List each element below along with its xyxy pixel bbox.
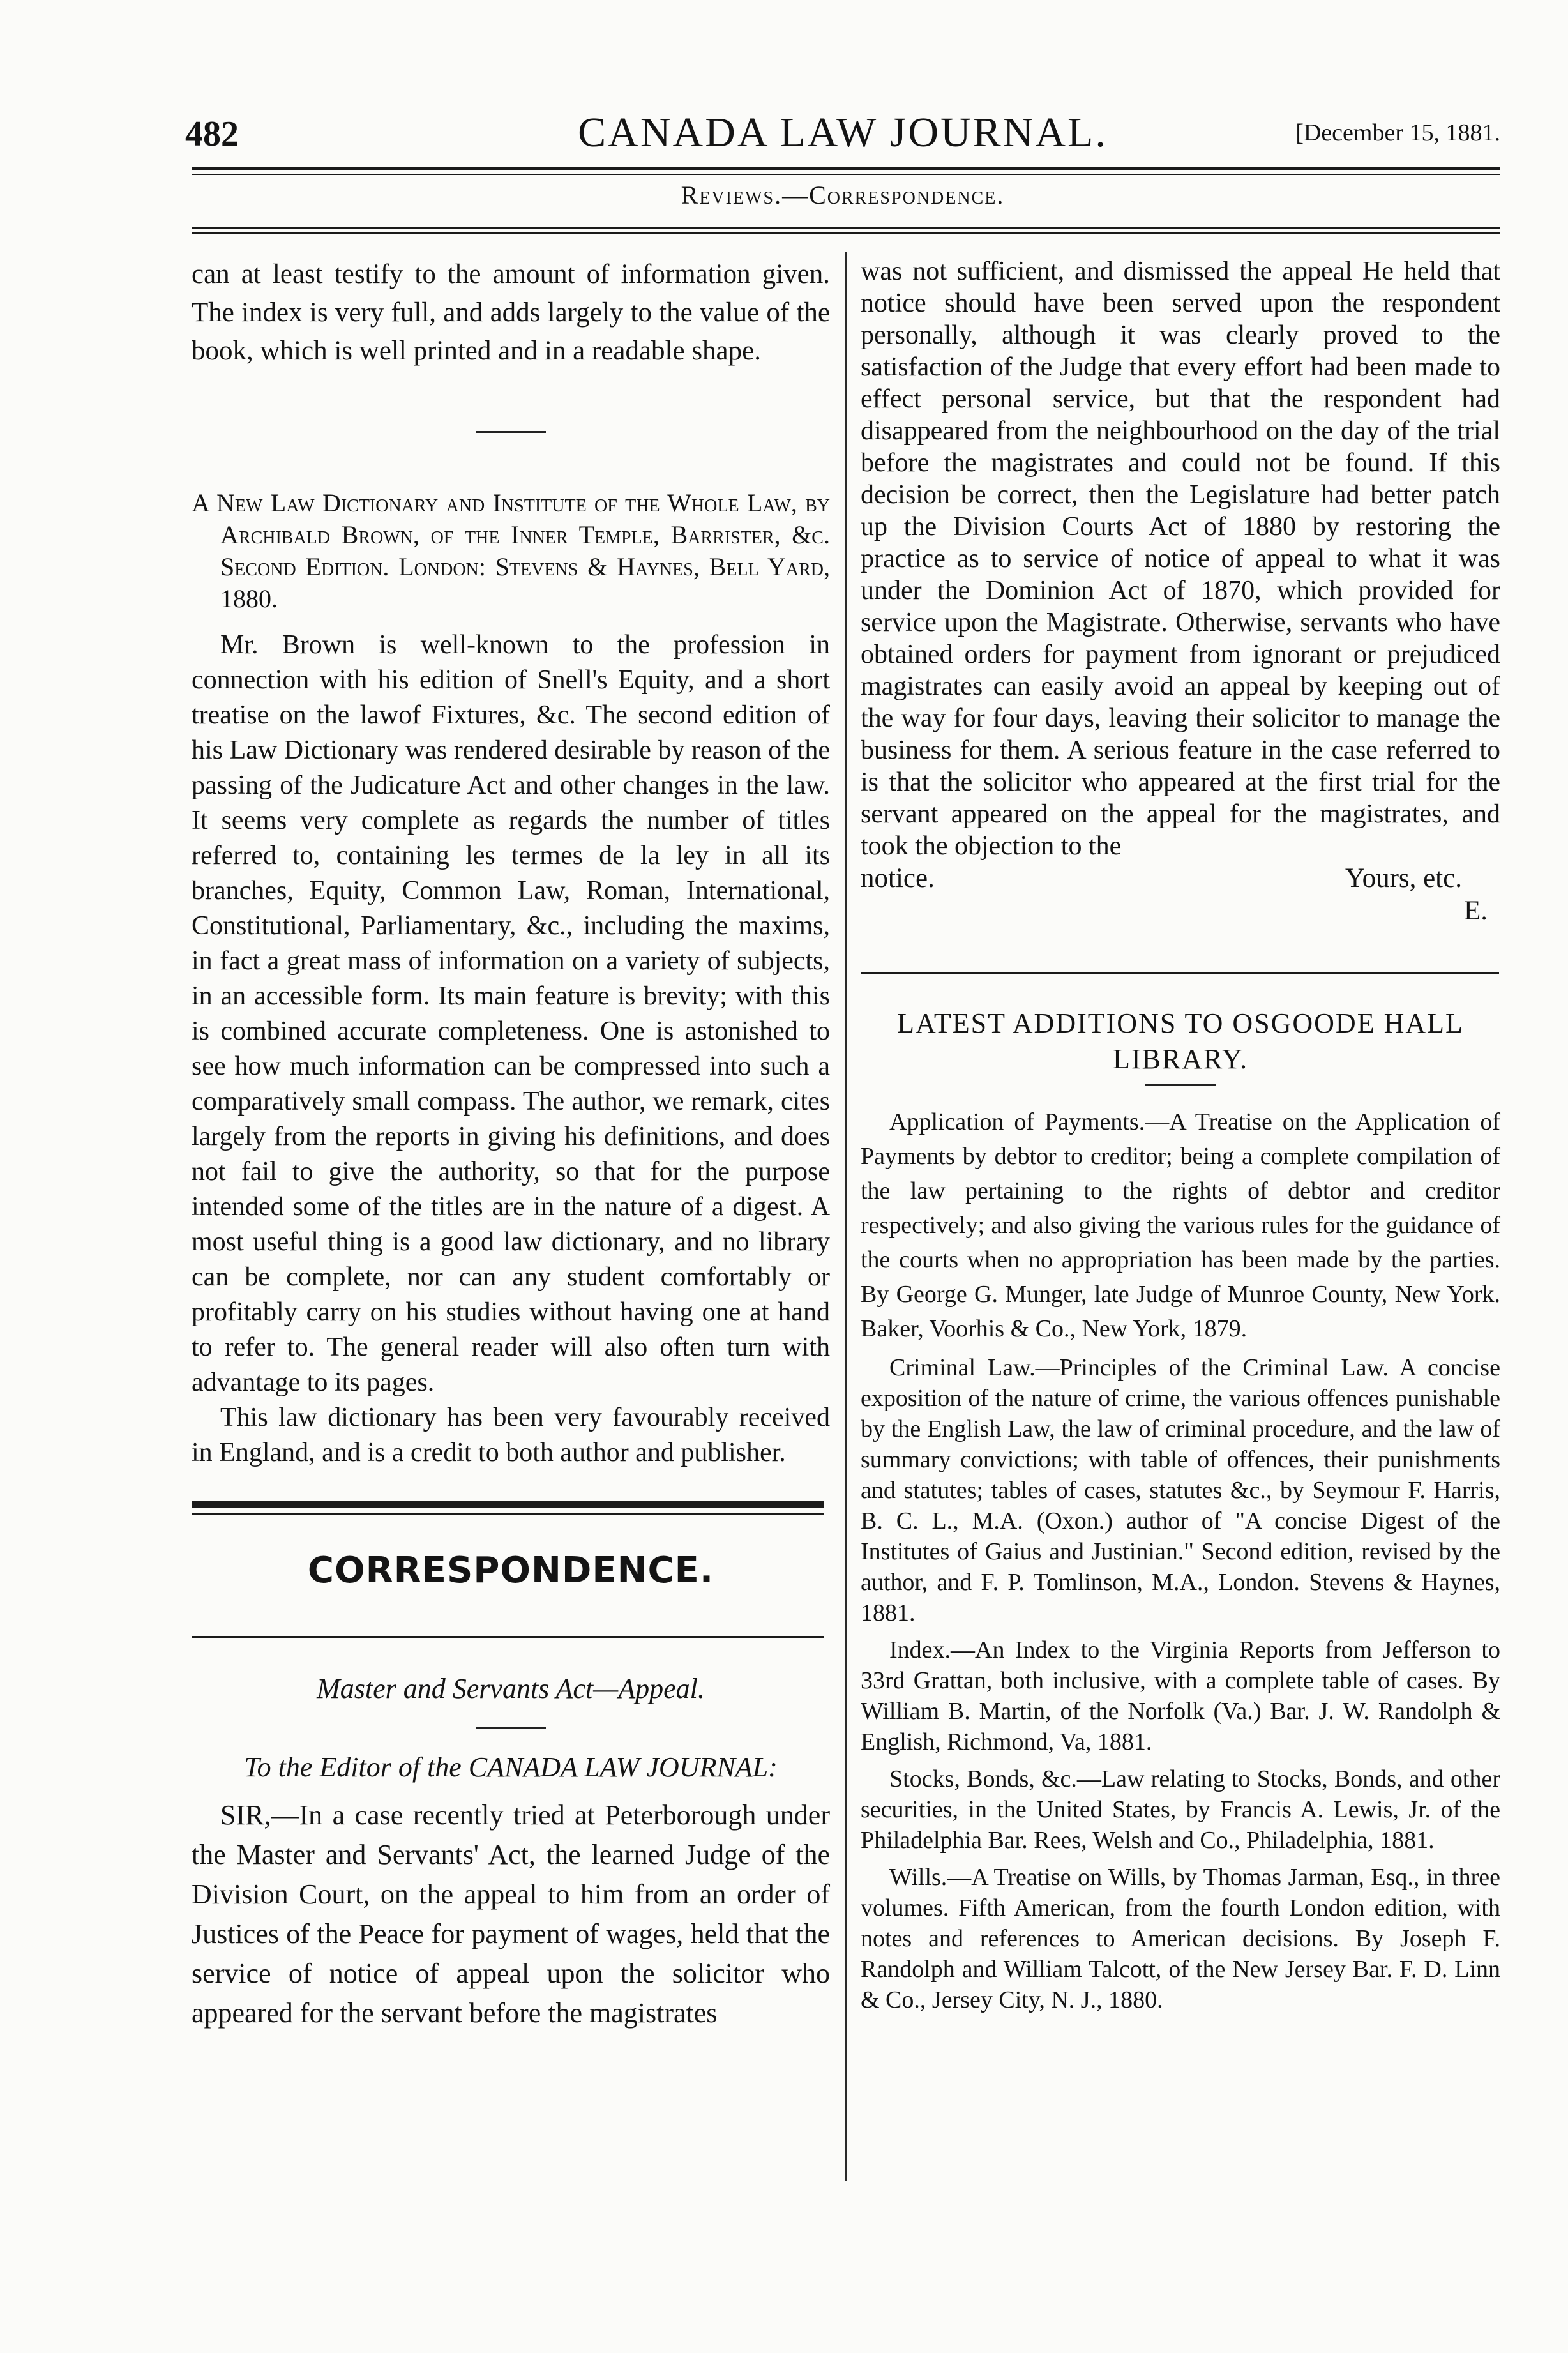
correspondence-rule-thick [192, 1501, 824, 1508]
library-heading-line1: LATEST ADDITIONS TO OSGOODE HALL [897, 1008, 1464, 1039]
library-entry-payments: Application of Payments.—A Treatise on the Application of Payments by debtor to creditor; being a complete compilation of the law pertaining to the rights of debtor and creditor respectively; and also giving the various rules for the guidance of the courts when no appropriation has been made by the parties. By George G. Munger, late Judge of Munroe County, New York. Baker, Voorhis & Co., New York, 1879. [861, 1108, 1500, 1342]
letter-body: SIR,—In a case recently tried at Peterborough under the Master and Servants' Act, the learned Judge of the Division Court, on the appeal to him from an order of Justices of the Peace for payment of wages, held that the service of notice of appeal upon the solicitor who appeared for the servant before the magistrates [192, 1799, 830, 2029]
library-entry-index: Index.—An Index to the Virginia Reports from Jefferson to 33rd Grattan, both inclusive, with a complete table of cases. By William B. Martin, of the Norfolk (Va.) Bar. J. W. Randolph & English, Richmond, Va, 1881. [861, 1637, 1500, 1755]
letter-last-word: notice. [861, 863, 935, 893]
page-header [185, 96, 1500, 166]
review-continuation: can at least testify to the amount of information given. The index is very full, and adds largely to the value of the book, which is well printed and in a readable shape. [192, 259, 830, 366]
library-entry-stocks: Stocks, Bonds, &c.—Law relating to Stocks, Bonds, and other securities, in the United States, by Francis A. Lewis, Jr. of the Philadelphia Bar. Rees, Welsh and Co., Philadelphia, 1881. [861, 1766, 1500, 1854]
letter-salutation: To the Editor of the CANADA LAW JOURNAL: [244, 1752, 778, 1783]
header-rule-top [192, 167, 1500, 170]
section-rule-2 [192, 232, 1500, 234]
header-rule-bottom [192, 174, 1500, 175]
left-column [192, 255, 830, 2033]
section-heading: Reviews.—Correspondence. [681, 181, 1005, 209]
library-entry-wills: Wills.—A Treatise on Wills, by Thomas Jarman, Esq., in three volumes. Fifth American, from the fourth London edition, with notes and references to American decisions. By Joseph F. Randolph and William Talcott, of the New Jersey Bar. F. D. Linn & Co., Jersey City, N. J., 1880. [861, 1864, 1500, 2013]
letter-rule [192, 1636, 824, 1638]
review-body: Mr. Brown is well-known to the profession in connection with his edition of Snell's Equity, and a short treatise on the lawof Fixtures, &c. The second edition of his Law Dictionary was rendered desirable by reason of the passing of the Judicature Act and other changes in the law. It seems very complete as regards the number of titles referred to, containing les termes de la ley in all its branches, Equity, Common Law, Roman, International, Constitutional, Parliamentary, &c., including the maxims, in fact a great mass of information on a variety of subjects, in an accessible form. Its main feature is brevity; with this is combined accurate completeness. One is astonished to see how much information can be compressed into such a comparatively small compass. The author, we remark, cites largely from the reports in giving his definitions, and does not fail to give the authority, so that for the purpose intended some of the titles are in the nature of a digest. A most useful thing is a good law dictionary, and no library can be complete, nor can any student comfortably or profitably carry on his studies without having one at hand to refer to. The general reader will also often turn with advantage to its pages. [192, 630, 830, 1397]
letter-signoff: Yours, etc. [1345, 863, 1462, 893]
library-entry-criminal-law: Criminal Law.—Principles of the Criminal Law. A concise exposition of the nature of crime, the various offences punishable by the English Law, the law of criminal procedure, and the law of summary convictions; with table of offences, their punishments and statutes; tables of cases, statutes &c., by Seymour F. Harris, B. C. L., M.A. (Oxon.) author of "A concise Digest of the Institutes of Gaius and Justinian." Second edition, revised by the author, and F. P. Tomlinson, M.A., London. Stevens & Haynes, 1881. [861, 1354, 1500, 1626]
library-heading-line2: LIBRARY. [1112, 1043, 1249, 1075]
section-rule [192, 227, 1500, 229]
letter-title: Master and Servants Act—Appeal. [317, 1673, 705, 1704]
right-column [861, 255, 1500, 2015]
correspondence-rule-thin [192, 1513, 824, 1515]
review-close: This law dictionary has been very favourably received in England, and is a credit to both author and publisher. [192, 1403, 830, 1467]
column-divider [845, 252, 847, 2181]
issue-date: [December 15, 1881. [1295, 119, 1500, 146]
letter-signature: E. [1463, 896, 1488, 926]
letter-signoff-line [861, 862, 1500, 895]
page-number: 482 [185, 114, 239, 154]
review-title: A New Law Dictionary and Institute of the Whole Law, by Archibald Brown, of the Inner Temple, Barrister, &c. Second Edition. London: Stevens & Haynes, Bell Yard, 1880. [192, 488, 830, 613]
letter-continuation: was not sufficient, and dismissed the appeal He held that notice should have been served upon the respondent personally, although it was clearly proved to the satisfaction of the Judge that every effort had been made to effect personal service, but that the respondent had disappeared from the neighbourhood on the day of the trial before the magistrates and could not be found. If this decision be correct, then the Legislature had better patch up the Division Courts Act of 1880 by restoring the practice as to service of notice of appeal to what it was under the Dominion Act of 1870, which provided for service upon the Magistrate. Otherwise, servants who have obtained orders for payment from ignorant or prejudiced magistrates can easily avoid an appeal by keeping out of the way for four days, leaving their solicitor to manage the business for them. A serious feature in the case referred to is that the solicitor who appeared at the first trial for the servant appeared on the appeal for the magistrates, and took the objection to the [861, 257, 1500, 861]
library-rule [861, 972, 1499, 974]
journal-title: CANADA LAW JOURNAL. [578, 109, 1108, 156]
correspondence-heading: CORRESPONDENCE. [307, 1550, 714, 1591]
